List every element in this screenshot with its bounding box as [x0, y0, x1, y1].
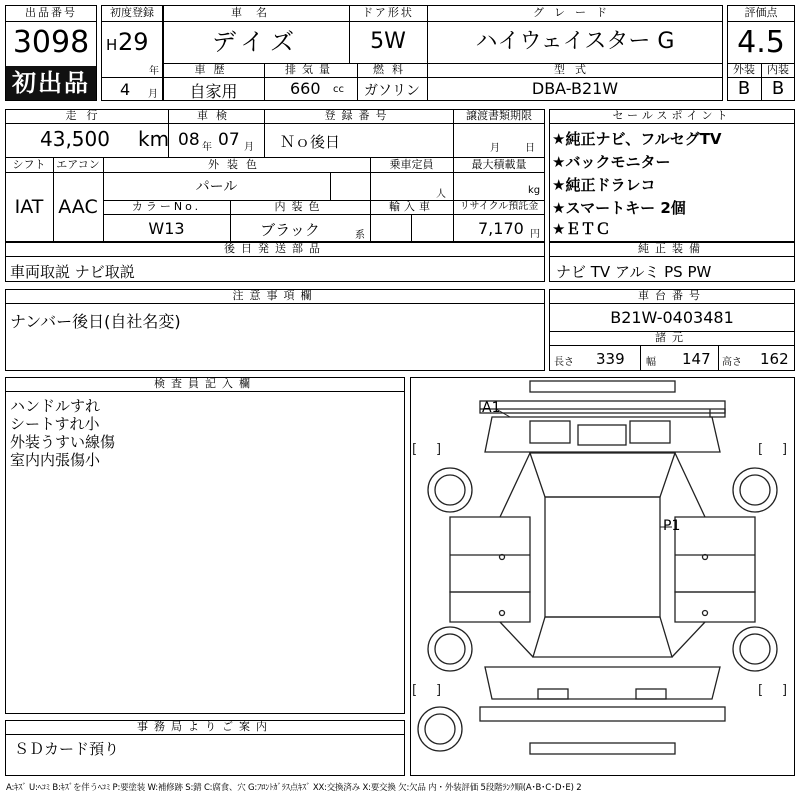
- exterior-label: 外装: [733, 63, 755, 76]
- sales-point-1: ★純正ナビ、フルセグTV: [552, 130, 722, 148]
- inspection-month: 07: [218, 130, 240, 150]
- mileage: 43,500: [40, 127, 110, 151]
- inspection-year-unit: 年: [202, 142, 212, 153]
- width-label: 幅: [646, 357, 656, 368]
- ac-label: エアコン: [56, 158, 100, 171]
- lot-number: 3098: [12, 25, 90, 60]
- interior-grade: B: [771, 78, 785, 99]
- sales-points-label: セールスポイント: [612, 109, 732, 122]
- sales-point-2: ★バックモニター: [552, 153, 671, 171]
- registration-year: 29: [118, 28, 149, 56]
- car-name-label: 車名: [231, 6, 281, 19]
- inspector-note-3: 外装うすい線傷: [10, 433, 116, 451]
- grade: ハイウェイスター G: [475, 29, 675, 54]
- int-color: ブラック: [260, 221, 320, 239]
- svg-text:[: [: [412, 442, 418, 457]
- inspector-note-2: シートすれ小: [10, 415, 100, 433]
- ext-color: パール: [195, 179, 238, 195]
- svg-text:]: ]: [436, 442, 442, 457]
- dims-label: 諸元: [655, 331, 689, 344]
- color-no-label: カラーNo.: [131, 200, 202, 213]
- capacity-label: 乗車定員: [389, 158, 434, 171]
- transfer-docs-label: 譲渡書類期限: [466, 109, 532, 122]
- year-unit: 年: [149, 66, 159, 77]
- score: 4.5: [737, 25, 785, 60]
- transfer-month-unit: 月: [490, 143, 500, 154]
- office-label: 事務局よりご案内: [137, 720, 273, 733]
- first-registration-label: 初度登録: [110, 6, 154, 19]
- svg-text:]: ]: [782, 683, 788, 698]
- sales-point-4: ★スマートキー 2個: [552, 199, 686, 217]
- plate-label: 登録番号: [324, 109, 393, 122]
- damage-mark-p1: P1: [663, 518, 681, 534]
- first-listing-badge: 初出品: [6, 66, 96, 100]
- inspector-note-1: ハンドルすれ: [10, 397, 101, 415]
- inspection-label: 車検: [197, 109, 235, 122]
- model-label: 型式: [554, 63, 596, 76]
- length-label: 長さ: [554, 357, 574, 368]
- score-label: 評価点: [744, 6, 778, 19]
- history: 自家用: [189, 82, 238, 101]
- door-type: 5W: [370, 29, 406, 54]
- notes: ナンバー後日(自社名変): [10, 312, 181, 331]
- plate: Ｎｏ後日: [280, 133, 341, 151]
- later-parts-label: 後日発送部品: [224, 242, 326, 255]
- era-letter: H: [106, 36, 118, 54]
- history-label: 車歴: [194, 63, 233, 76]
- load-label: 最大積載量: [471, 158, 527, 171]
- car-name: デイズ: [211, 28, 301, 56]
- shift: IAT: [14, 196, 44, 218]
- inspection-year: 08: [178, 130, 200, 150]
- door-label: ドア形状: [362, 6, 414, 19]
- svg-text:[: [: [758, 442, 764, 457]
- chassis-label: 車台番号: [638, 289, 706, 302]
- mileage-unit: km: [138, 127, 170, 151]
- import-label: 輸入車: [389, 200, 434, 213]
- office-note: ＳＤカード預り: [14, 740, 120, 758]
- displacement-label: 排気量: [285, 63, 336, 76]
- later-parts: 車両取説 ナビ取説: [10, 263, 135, 281]
- lot-number-label: 出品番号: [25, 6, 77, 19]
- registration-month: 4: [120, 80, 131, 99]
- inspection-month-unit: 月: [244, 142, 254, 153]
- model: DBA-B21W: [531, 79, 619, 98]
- ext-color-label: 外装色: [208, 158, 265, 171]
- svg-text:]: ]: [436, 683, 442, 698]
- displacement: 660: [290, 79, 321, 98]
- sales-point-5: ★ＥＴＣ: [552, 220, 611, 238]
- genuine-equipment: ナビ TV アルミ PS PW: [556, 263, 712, 281]
- shift-label: シフト: [12, 158, 46, 171]
- displacement-unit: cc: [333, 84, 344, 95]
- fuel: ガソリン: [364, 83, 420, 99]
- recycle-unit: 円: [530, 229, 540, 240]
- ac: AAC: [58, 196, 98, 218]
- inspector-label: 検査員記入欄: [154, 377, 256, 390]
- int-color-label: 内装色: [274, 200, 326, 213]
- width: 147: [682, 350, 711, 368]
- int-color-unit: 系: [355, 230, 365, 241]
- interior-label: 内装: [767, 63, 789, 76]
- sales-point-3: ★純正ドラレコ: [552, 176, 656, 194]
- capacity-unit: 人: [436, 189, 446, 200]
- month-unit: 月: [148, 89, 158, 100]
- damage-mark-a1: A1: [482, 400, 501, 416]
- notes-label: 注意事項欄: [232, 289, 318, 302]
- transfer-day-unit: 日: [525, 143, 535, 154]
- grade-label: グレード: [533, 6, 617, 19]
- height: 162: [760, 350, 789, 368]
- genuine-equipment-label: 純正装備: [638, 242, 706, 255]
- car-body-diagram: [410, 377, 795, 776]
- height-label: 高さ: [722, 357, 742, 368]
- svg-text:]: ]: [782, 442, 788, 457]
- legend: A:ｷｽﾞ U:ﾍｺﾐ B:ｷｽﾞを伴うﾍｺﾐ P:要塗装 W:補修跡 S:錆 C:腐食、穴 G:ﾌﾛﾝﾄｶﾞﾗｽ点ｷｽﾞ XX:交換済み X:要交換 欠:欠品 内・外装評価 5段階ﾗﾝｸ順(A･B･C･D･E) 2: [6, 783, 582, 793]
- fuel-label: 燃料: [373, 63, 411, 76]
- load-unit: kg: [528, 185, 541, 196]
- inspector-note-4: 室内内張傷小: [10, 451, 101, 469]
- svg-text:[: [: [758, 683, 764, 698]
- chassis-number: B21W-0403481: [610, 308, 734, 327]
- exterior-grade: B: [737, 78, 751, 99]
- recycle-fee: 7,170: [478, 219, 524, 238]
- recycle-label: リサイクル預託金: [459, 201, 539, 212]
- length: 339: [596, 350, 625, 368]
- color-no: W13: [148, 219, 185, 238]
- svg-text:[: [: [412, 683, 418, 698]
- mileage-label: 走行: [65, 109, 108, 122]
